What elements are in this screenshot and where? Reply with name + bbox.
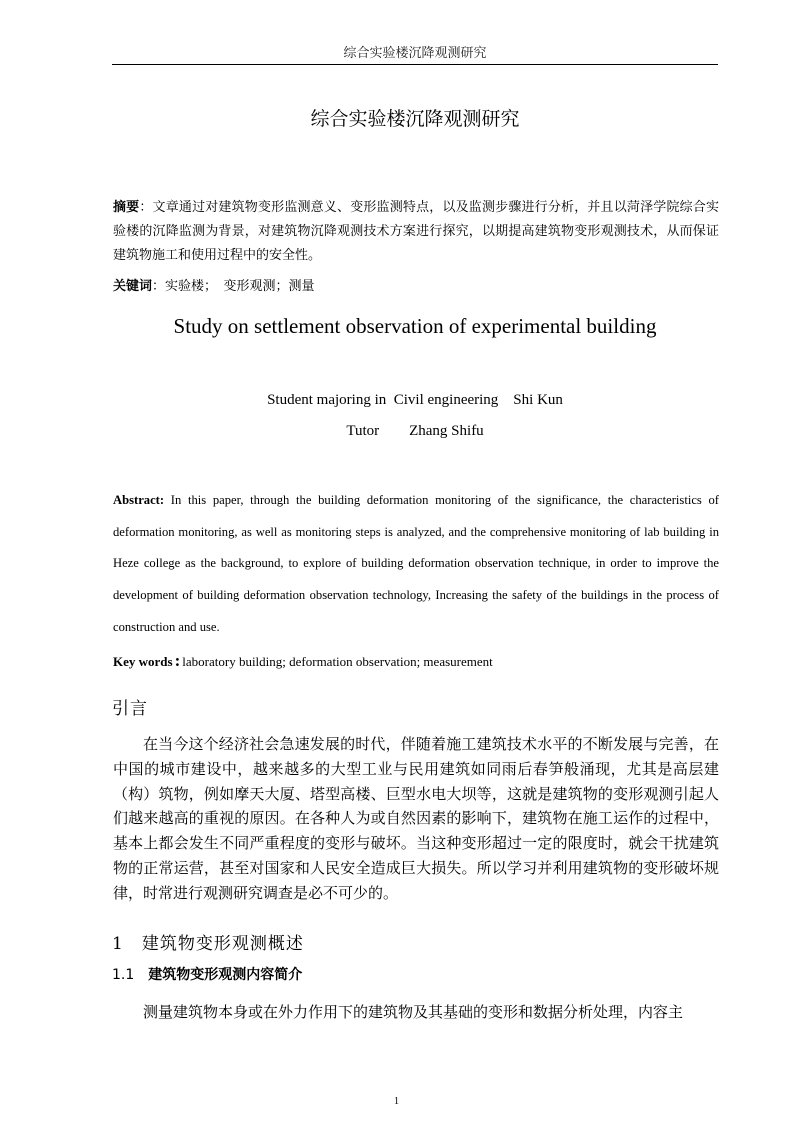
keywords-en (113, 651, 719, 671)
section-1-paragraph: 测量建筑物本身或在外力作用下的建筑物及其基础的变形和数据分析处理，内容主 (143, 1003, 684, 1021)
abstract-en (113, 485, 719, 644)
abstract-en-label: Abstract (113, 493, 160, 507)
subsection-title: 建筑物变形观测内容简介 (148, 967, 303, 983)
paper-title-en: Study on settlement observation of experimental building (173, 314, 657, 338)
subsection-1-1-heading (112, 964, 302, 984)
student-line: Student majoring in Civil engineering Shi Kun (267, 392, 563, 408)
running-header: 综合实验楼沉降观测研究 (343, 46, 487, 61)
keywords-cn (113, 275, 719, 294)
keywords-en-label: Key words (113, 654, 173, 669)
keywords-en-sep: : (174, 651, 181, 670)
abstract-cn-label: 摘要 (113, 200, 140, 215)
intro-paragraph: 在当今这个经济社会急速发展的时代，伴随着施工建筑技术水平的不断发展与完善，在中国的城市建设中，越来越多的大型工业与民用建筑如同雨后春笋般涌现，尤其是高层建（构）筑物，例如摩天大厦、塔型高楼、巨型水电大坝等，这就是建筑物的变形观测引起人们越来越高的重视的原因。在各种人为或自然因素的影响下，建筑物在施工运作的过程中，基本上都会发生不同严重程度的变形与破坏。当这种变形超过一定的限度时，就会干扰建筑物的正常运营，甚至对国家和人民安全造成巨大损失。所以学习并利用建筑物的变形破坏规律，时常进行观测研究调查是必不可少的。 (113, 735, 719, 902)
abstract-en-text: In this paper, through the building deformation monitoring of the significance, the characteristics of deformation monitoring, as well as monitoring steps is analyzed, and the comprehensive monitoring of lab building in Heze college as the background, to explore of building deformation observation technique, in order to improve the development of building deformation observation technology, Increasing the safety of the buildings in the process of construction and use. (113, 493, 719, 634)
keywords-cn-text: 实验楼； 变形观测；测量 (165, 279, 315, 294)
abstract-en-sep: : (159, 493, 165, 507)
section-1-heading: 1 建筑物变形观测概述 (112, 934, 304, 954)
abstract-cn-sep: ： (139, 200, 153, 215)
tutor-line: Tutor Zhang Shifu (346, 423, 484, 439)
abstract-cn-text: 文章通过对建筑物变形监测意义、变形监测特点，以及监测步骤进行分析，并且以菏泽学院综合实验楼的沉降监测为背景，对建筑物沉降观测技术方案进行探究，以期提高建筑物变形观测技术，从而保证建筑物施工和使用过程中的安全性。 (113, 200, 719, 263)
intro-heading: 引言 (112, 699, 148, 719)
page-number: 1 (394, 1096, 399, 1107)
abstract-cn (113, 196, 719, 268)
keywords-en-text: laboratory building; deformation observation; measurement (182, 654, 493, 669)
keywords-cn-label: 关键词 (113, 279, 153, 294)
subsection-number: 1.1 (112, 967, 135, 983)
header-rule (112, 64, 718, 65)
keywords-cn-sep: ： (152, 279, 166, 294)
paper-title-cn: 综合实验楼沉降观测研究 (310, 108, 520, 130)
